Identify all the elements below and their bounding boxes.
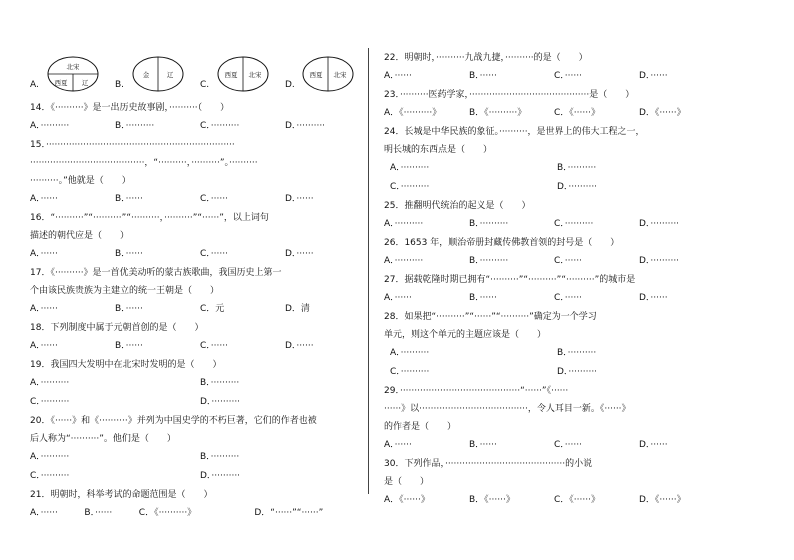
option-letter: A. xyxy=(30,80,39,90)
answer-option[interactable]: B．······ xyxy=(115,194,143,204)
question-block xyxy=(384,385,724,452)
answer-option[interactable]: D．·········· xyxy=(200,397,241,407)
answer-option[interactable]: B．·········· xyxy=(200,452,240,462)
question-block xyxy=(30,489,370,520)
question-block xyxy=(30,359,370,409)
question-text: 19．我国四大发明中在北宋时发明的是（ ） xyxy=(30,360,222,370)
question-text: 26．1653 年，顺治帝册封藏传佛教首领的封号是（ ） xyxy=(384,238,620,248)
options-row xyxy=(384,181,724,194)
question-block xyxy=(384,200,724,231)
answer-option[interactable]: D．《······》 xyxy=(639,495,686,505)
seal-option[interactable] xyxy=(30,54,115,94)
question-block xyxy=(30,212,370,261)
seal-label-left: 西夏 xyxy=(309,71,323,79)
answer-option[interactable]: C．······ xyxy=(200,341,228,351)
answer-option[interactable]: B．······ xyxy=(115,249,143,259)
question-block xyxy=(384,237,724,268)
options-row xyxy=(384,494,724,507)
question-text-continued: ··········。”他就是（ ） xyxy=(30,176,131,186)
question-block xyxy=(384,52,724,83)
question-text: 18．下列制度中属于元朝首创的是（ ） xyxy=(30,323,204,333)
answer-option[interactable]: A．《··········》 xyxy=(384,108,442,118)
question-block xyxy=(384,89,724,120)
answer-option[interactable]: D．·········· xyxy=(639,219,680,229)
answer-option[interactable]: A．·········· xyxy=(30,452,70,462)
answer-option[interactable]: A．·········· xyxy=(30,121,70,131)
options-row xyxy=(384,366,724,379)
answer-option[interactable]: C．·········· xyxy=(554,219,594,229)
answer-option[interactable]: D．······ xyxy=(639,293,668,303)
options-row xyxy=(384,107,724,120)
options-row xyxy=(384,347,724,360)
question-text-continued: 个由该民族贵族为主建立的统一王朝是（ ） xyxy=(30,286,220,296)
answer-option[interactable]: A．······ xyxy=(30,304,58,314)
options-row xyxy=(384,255,724,268)
answer-option[interactable]: B．·········· xyxy=(469,256,509,266)
options-row xyxy=(30,193,370,206)
answer-option[interactable]: B．······ xyxy=(115,341,143,351)
answer-option[interactable]: B．·········· xyxy=(557,348,597,358)
answer-option[interactable]: B．······ xyxy=(469,293,497,303)
answer-option[interactable]: D．清 xyxy=(285,304,310,314)
question-text: 24．长城是中华民族的象征。··········，是世界上的伟大工程之一， xyxy=(384,127,645,137)
answer-option[interactable]: C．·········· xyxy=(200,121,240,131)
question-text: 21．明朝时，科举考试的命题范围是（ ） xyxy=(30,490,213,500)
seal-label-right: 北宋 xyxy=(333,71,347,79)
options-row xyxy=(384,162,724,175)
seal-label-left: 西夏 xyxy=(224,71,238,79)
question-text: 25．推翻明代统治的起义是（ ） xyxy=(384,201,531,211)
seal-diagram xyxy=(216,54,270,94)
options-row xyxy=(30,120,370,133)
options-row xyxy=(384,70,724,83)
seal-label-top: 北宋 xyxy=(66,63,80,71)
answer-option[interactable]: A．·········· xyxy=(384,219,424,229)
answer-option[interactable]: C．《······》 xyxy=(554,108,600,118)
options-row xyxy=(384,439,724,452)
answer-option[interactable]: B．《······》 xyxy=(469,495,515,505)
seal-diagram xyxy=(301,54,355,94)
options-row xyxy=(30,303,370,316)
options-row xyxy=(30,396,370,409)
answer-option[interactable]: D．······ xyxy=(639,440,668,450)
options-row xyxy=(30,340,370,353)
option-letter: B. xyxy=(115,80,125,90)
answer-option[interactable]: C．《······》 xyxy=(554,495,600,505)
answer-option[interactable]: C．······ xyxy=(554,293,582,303)
answer-option[interactable]: C．······ xyxy=(200,249,228,259)
right-column xyxy=(384,52,724,513)
answer-option[interactable]: D．·········· xyxy=(557,367,598,377)
option-letter: D. xyxy=(285,80,295,90)
answer-option[interactable]: C．······ xyxy=(554,256,582,266)
answer-option[interactable]: B．······ xyxy=(115,304,143,314)
question-text: 15．·································································· xyxy=(30,140,235,150)
question-text-continued: ······》以······································，令人耳目一新。《······》 xyxy=(384,404,631,414)
question-text: 22．明朝时，··········九战九捷，··········的是（ ） xyxy=(384,53,588,63)
answer-option[interactable]: A．·········· xyxy=(390,348,430,358)
answer-option[interactable]: B．·········· xyxy=(557,163,597,173)
answer-option[interactable]: D．······ xyxy=(285,194,314,204)
options-row xyxy=(30,377,370,390)
question-text-continued: 后人称为“··········”。他们是（ ） xyxy=(30,434,176,444)
question-text-continued: ········································，“··········，··········”。·········· xyxy=(30,158,258,168)
answer-option[interactable]: A．······ xyxy=(384,71,412,81)
question-text-continued: 明长城的东西点是（ ） xyxy=(384,145,493,155)
answer-option[interactable]: C．·········· xyxy=(390,182,430,192)
answer-option[interactable]: C．元 xyxy=(200,304,225,314)
answer-option[interactable]: A．······ xyxy=(384,293,412,303)
answer-option[interactable]: A．·········· xyxy=(390,163,430,173)
question-text: 20．《······》和《··········》并列为中国史学的不朽巨著，它们的作者也被 xyxy=(30,416,317,426)
seal-option[interactable] xyxy=(115,54,200,94)
answer-option[interactable]: D．·········· xyxy=(285,121,326,131)
answer-option[interactable]: A．······ xyxy=(30,194,58,204)
question-block xyxy=(30,267,370,316)
answer-option[interactable]: A．······ xyxy=(384,440,412,450)
question-text-continued: 单元，则这个单元的主题应该是（ ） xyxy=(384,330,547,340)
question-text: 14．《··········》是一出历史故事剧，··········（ ） xyxy=(30,103,230,113)
question-block xyxy=(30,102,370,133)
answer-option[interactable]: A．·········· xyxy=(384,256,424,266)
question-text: 17．《··········》是一首优美动听的蒙古族歌曲，我国历史上第一 xyxy=(30,268,282,278)
question-text: 23．··········医药学家，··········································是（ ） xyxy=(384,90,635,100)
seal-options-row xyxy=(30,52,370,96)
answer-option[interactable]: D．《······》 xyxy=(639,108,686,118)
answer-option[interactable]: C．······ xyxy=(554,440,582,450)
question-text-continued: 的作者是（ ） xyxy=(384,422,457,432)
question-block xyxy=(30,139,370,206)
question-block xyxy=(30,415,370,483)
options-row xyxy=(30,507,370,520)
option-letter: C. xyxy=(200,80,210,90)
answer-option[interactable]: D．······ xyxy=(285,249,314,259)
seal-label-left: 西夏 xyxy=(54,79,68,87)
answer-option[interactable]: C．《··········》 xyxy=(138,508,197,518)
question-block xyxy=(384,458,724,507)
left-column xyxy=(30,52,370,526)
answer-option[interactable]: D．·········· xyxy=(557,182,598,192)
answer-option[interactable]: A．·········· xyxy=(30,378,70,388)
seal-diagram xyxy=(131,54,185,94)
seal-label-left: 金 xyxy=(142,71,150,79)
answer-option[interactable]: A．《······》 xyxy=(384,495,430,505)
answer-option[interactable]: D．······ xyxy=(639,71,668,81)
answer-option[interactable]: C．·········· xyxy=(30,397,70,407)
seal-option[interactable] xyxy=(200,54,285,94)
answer-option[interactable]: D．·········· xyxy=(639,256,680,266)
answer-option[interactable]: C．······ xyxy=(554,71,582,81)
options-row xyxy=(384,218,724,231)
answer-option[interactable]: A．······ xyxy=(30,249,58,259)
answer-option[interactable]: B．······ xyxy=(84,508,113,518)
seal-option[interactable] xyxy=(285,54,370,94)
answer-option[interactable]: B．······ xyxy=(469,71,497,81)
options-row xyxy=(30,248,370,261)
question-block xyxy=(384,126,724,194)
answer-option[interactable]: D．·········· xyxy=(200,471,241,481)
question-text: 16．“··········”“··········”“··········，··········”“······”，以上词句 xyxy=(30,213,269,223)
answer-option[interactable]: C．·········· xyxy=(30,471,70,481)
answer-option[interactable]: B．······ xyxy=(469,440,497,450)
answer-option[interactable]: C．······ xyxy=(200,194,228,204)
seal-label-right: 辽 xyxy=(166,71,174,79)
answer-option[interactable]: A．······ xyxy=(30,508,58,518)
seal-label-right: 辽 xyxy=(81,79,89,87)
answer-option[interactable]: D．“······”“······” xyxy=(254,508,324,518)
question-text: 28．如果把“··········”“······”“··········”确定为一个学习 xyxy=(384,312,597,322)
answer-option[interactable]: B．·········· xyxy=(469,219,509,229)
question-text: 30．下列作品，··········································的小说 xyxy=(384,459,593,469)
options-row xyxy=(30,470,370,483)
question-text-continued: 描述的朝代应是（ ） xyxy=(30,231,130,241)
question-text: 27．据载乾隆时期已拥有“··········”“··········”“··········”的城市是 xyxy=(384,275,636,285)
question-text-continued: 是（ ） xyxy=(384,477,430,487)
question-text: 29．··········································“······”《······ xyxy=(384,386,569,396)
seal-label-right: 北宋 xyxy=(248,71,262,79)
options-row xyxy=(30,451,370,464)
question-block xyxy=(30,322,370,353)
seal-diagram xyxy=(46,54,100,94)
question-block xyxy=(384,274,724,305)
question-block xyxy=(384,311,724,379)
answer-option[interactable]: D．······ xyxy=(285,341,314,351)
answer-option[interactable]: B．·········· xyxy=(115,121,155,131)
answer-option[interactable]: B．·········· xyxy=(200,378,240,388)
options-row xyxy=(384,292,724,305)
answer-option[interactable]: C．·········· xyxy=(390,367,430,377)
answer-option[interactable]: B．《··········》 xyxy=(469,108,527,118)
answer-option[interactable]: A．······ xyxy=(30,341,58,351)
